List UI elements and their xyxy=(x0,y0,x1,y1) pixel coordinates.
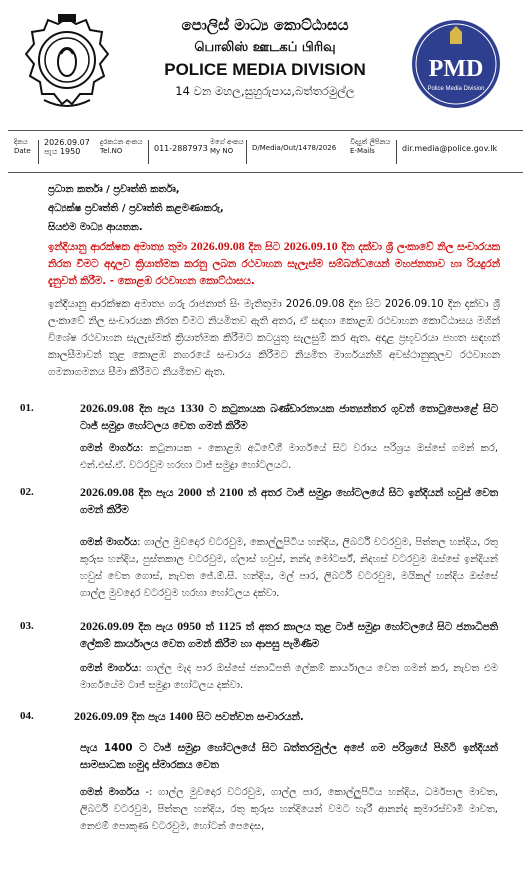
section-route: ගමන් මාර්ගය: ගාල්ල මුවදොර වටරවුම, කොල්ලුපිටිය හන්දිය, ලිබර්ටි වටරවුම, පිත්තල හන්දිය, රතු කුරුස හන්දිය, පුස්තකාල වටරවුම, ග්ලාස් හවුස්, නන්දා මෝටර්ස්, නිදහස් වටරවුම ඔස්සේ ඉන්දියන් හවුස් වෙත ගොස්, නැවත ජේ.ඕ.සී. හන්දිය, මල් පාර, ලිබර්ටි වටරවුම, මයිකල් හන්දිය ඔස්සේ ගාල්ල මුවදොර වටරවුම හරහා හෝටලය දක්වා. xyxy=(80,537,498,599)
headline: ඉන්දියානු ආරක්ෂක අමාත්‍ය තුමා 2026.09.08 දින සිට 2026.09.10 දින දක්වා ශ්‍රී ලංකාවේ නිල සංචාරයක නිරත වීමට අදාලව ක්‍රියාත්මක කරනු ලබන රථවාහන සැලැස්ම සම්බන්ධයෙන් මහජනතාව හා රියදුරන් දැනුවත් කිරීම. - කොළඹ රථවාහන කොට්ඨාසය. xyxy=(48,239,500,287)
section-number: 01. xyxy=(20,402,34,414)
recipient-line: සියළුම මාධ්‍ය ආයතන. xyxy=(48,222,143,233)
section-sub: පැය 1400 ට ටාජ් සමුද්‍රා හෝටලයේ සිට බත්තරමුල්ල අපේ ගම පරිශ්‍රයේ පිහිටි ඉන්දියන් සාමසාධක හමුදා ස්මාරකය වෙත xyxy=(80,742,498,771)
recipient-line: ප්‍රධාන කර්තෘ / ප්‍රවෘත්ති කර්තෘ, xyxy=(48,184,180,195)
section-title: 2026.09.08 දින පැය 1330 ට කටුනායක බණ්ඩාරනායක ජාත්‍යන්තර ගුවන් තොටුපොළේ සිට ටාජ් සමුද්‍රා හෝටලය වෙත ගමන් කිරීම xyxy=(80,401,498,432)
date-label: දිනය Date xyxy=(14,138,31,155)
police-crest-logo xyxy=(24,14,110,114)
header-rule-bottom xyxy=(8,172,523,173)
recipients xyxy=(48,180,500,237)
section-route: ගමන් මාර්ගය: ගාල්ල මැද පාර ඔස්සේ ජනාධිපති ලේකම් කාර්යාලය වෙත ගමන් කර, නැවත එම මාර්ගයේම ටාජ් සමුද්‍රා හෝටලය දක්වා. xyxy=(80,663,498,691)
pmd-logo xyxy=(410,18,502,110)
section-title: 2026.09.09 දින පැය 1400 සිට පවත්වන සංචාරයන්. xyxy=(74,709,304,723)
letterhead xyxy=(120,12,410,99)
section-route: ගමන් මාර්ගය: කටුනායක - කොළඹ අධිවේගී මාර්ගයේ සිට වරාය පරිශ්‍රය ඔස්සේ ගමන් කර, එන්.එස්.ඒ. වටරවුම හරහා ටාජ් සමුද්‍රා හෝටලයට. xyxy=(80,443,498,471)
title-tamil: பொலிஸ் ஊடகப் பிரிவு xyxy=(194,40,336,55)
myno-value: D/Media/Out/1478/2026 xyxy=(252,144,337,152)
address: 14 වන මහල,සුහුරුපාය,බත්තරමුල්ල xyxy=(175,84,355,98)
section-number: 04. xyxy=(20,710,34,722)
email-value: dir.media@police.gov.lk xyxy=(402,144,498,153)
section-number: 03. xyxy=(20,620,34,632)
section-number: 02. xyxy=(20,486,34,498)
header-rule-top xyxy=(8,130,523,131)
tel-label: දුරකථන අංකය Tel.NO xyxy=(100,138,143,155)
tel-value: 011-2887973 xyxy=(154,144,208,153)
myno-label: මගේ අංකය My NO xyxy=(210,138,244,155)
section-route: ගමන් මාර්ගය -: ගාල්ල මුවදොර වටරවුම, ගාල්ල පාර, කොල්ලුපිටිය හන්දිය, ධර්මපාල මාවත, ලිබර්ටි වටරවුම, පිත්තල හන්දිය, රතු කුරුස හන්දියෙන් වමට හැරී ආනන්ද කුමාරස්වාමි මාවත, නෙළුම් පොකුණ වටරවුම, හෝටන් පෙදෙස, xyxy=(80,787,498,832)
title-english: POLICE MEDIA DIVISION xyxy=(164,60,366,79)
section-title: 2026.09.09 දින පැය 0950 ත් 1125 ත් අතර කාලය තුළ ටාජ් සමුද්‍රා හෝටලයේ සිට ජනාධිපති ලේකම් කාර්යාලය වෙත ගමන් කිරීම හා ආපසු පැමිණීම xyxy=(80,619,498,650)
title-sinhala: පොලිස් මාධ්‍ය කොට්ඨාසය xyxy=(181,16,349,34)
date-value: 2026.09.07 පැය 1950 xyxy=(44,138,90,156)
pmd-logo-text: PMD xyxy=(428,56,484,82)
section-title: 2026.09.08 දින පැය 2000 ත් 2100 ත් අතර ටාජ් සමුද්‍රා හෝටලයේ සිට ඉන්දියන් හවුස් වෙත ගමන් කිරීම xyxy=(80,485,499,516)
contact-row xyxy=(8,138,523,168)
intro-paragraph: ඉන්දියානු ආරක්ෂක අමාත්‍ය ගරු රාජනාත් සිං මැතිතුමා 2026.09.08 දින සිට 2026.09.10 දින දක්වා ශ්‍රී ලංකාවේ නිල සංචාරයක නිරත වීමට නියමිතව ඇති අතර, ඒ සඳහා කොළඹ රථවාහන කොට්ඨාසය මගින් විශේෂ රථවාහන සැලැස්මක් ක්‍රියාත්මක කිරීමට කටයුතු සැලසුම් කර ඇත. අදාළ ප්‍රභූවරයා පහත සඳහන් කාලසීමාවන් තුළ කොළඹ නගරයේ සංචාරය කිරීමට නියමිත මාර්ගයන්හි අවස්ථානුකූලව රථවාහන ගමනාගමනය සීමා කිරීමට නියමිතව ඇත. xyxy=(48,298,500,378)
recipient-line: අධ්‍යක්ෂ ප්‍රවෘත්ති / ප්‍රවෘත්ති කළමණාකරු, xyxy=(48,203,224,214)
pmd-logo-subtext: Police Media Division xyxy=(427,86,485,92)
email-label: විද්‍යුත් ලිපිනය E-Mails xyxy=(350,138,391,155)
